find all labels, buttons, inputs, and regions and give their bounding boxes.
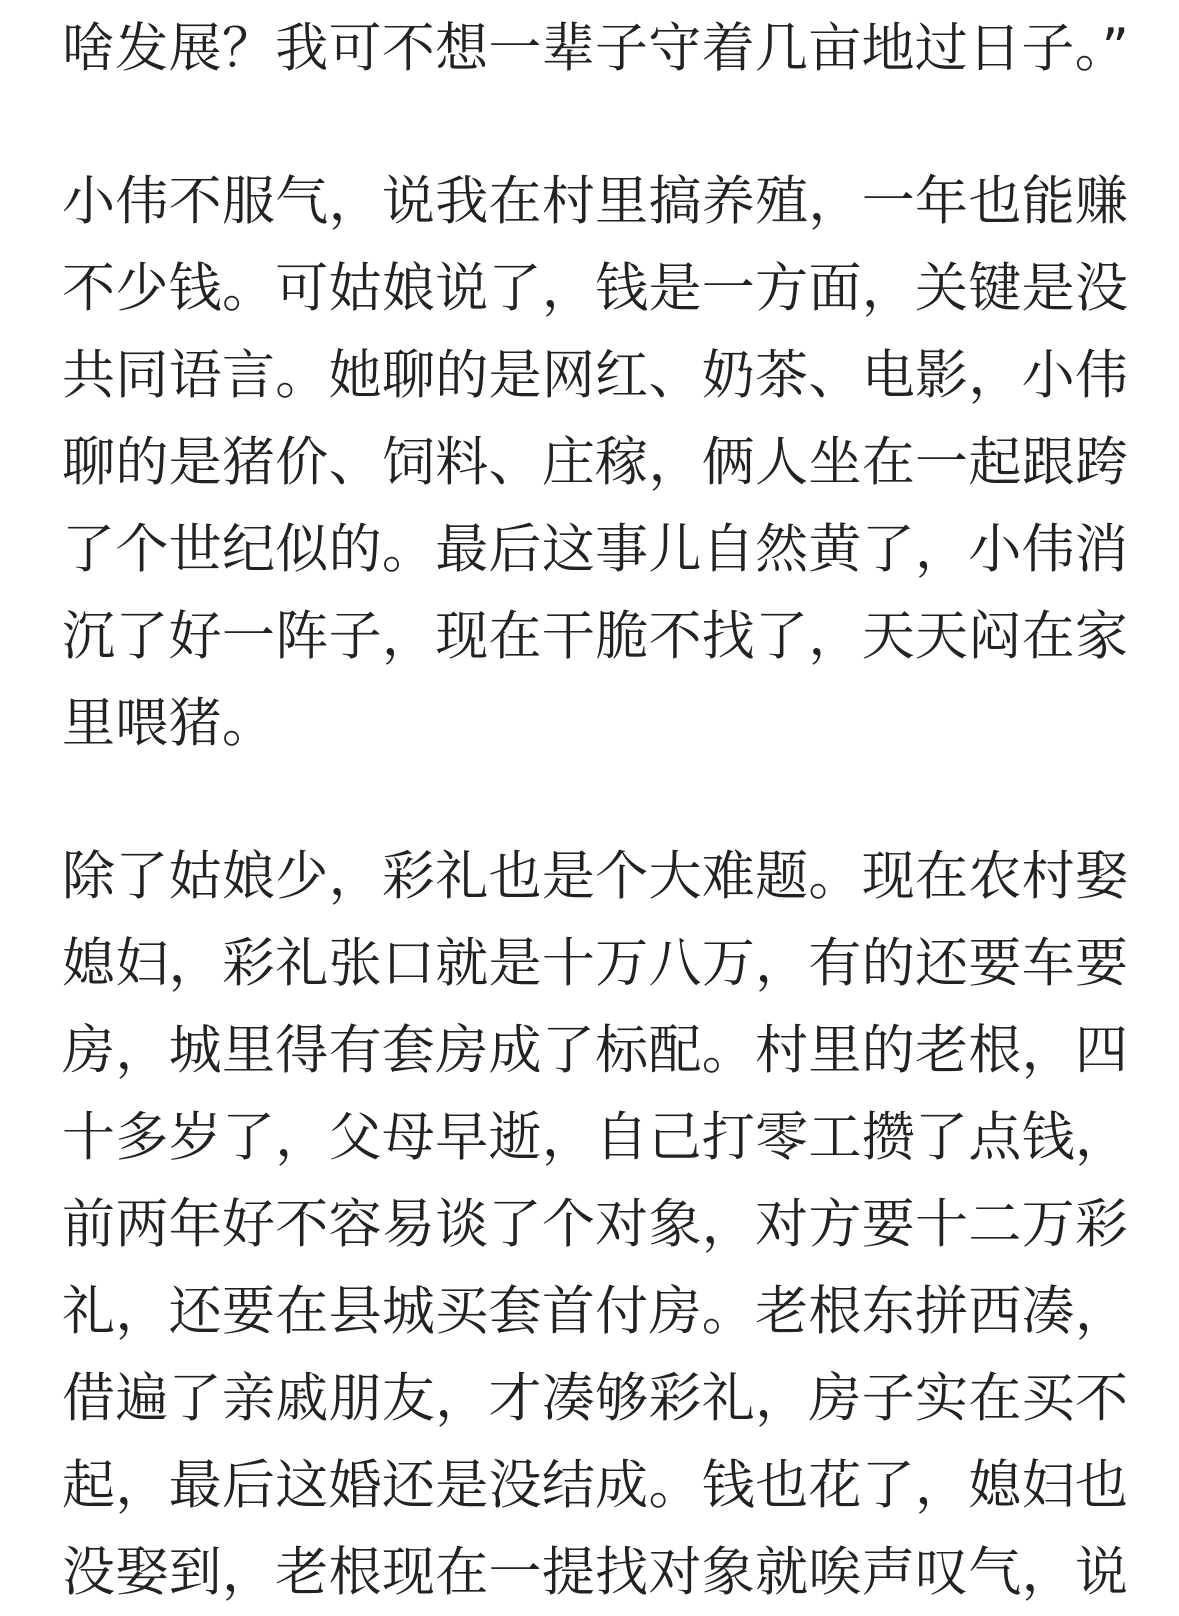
paragraph-spacer bbox=[62, 767, 1118, 833]
text-line: 聊 的 是 猪 价 、 饲 料 、 庄 稼 ， 俩 人 坐 在 一 起 跟 跨 bbox=[62, 432, 1129, 493]
text-line: 没 娶 到 ， 老 根 现 在 一 提 找 对 象 就 唉 声 叹 气 ， 说 bbox=[62, 1542, 1129, 1603]
text-line: 房 ， 城 里 得 有 套 房 成 了 标 配 。 村 里 的 老 根 ， 四 bbox=[62, 1020, 1129, 1081]
text-line: 小 伟 不 服 气 ， 说 我 在 村 里 搞 养 殖 ， 一 年 也 能 赚 bbox=[62, 171, 1129, 232]
article-body bbox=[62, 0, 1130, 1616]
text-line: 起 ， 最 后 这 婚 还 是 没 结 成 。 钱 也 花 了 ， 媳 妇 也 bbox=[62, 1455, 1129, 1516]
text-line: 啥发展？我可不想一辈子守着几亩地过日子。” bbox=[62, 18, 1130, 79]
text-line: 不 少 钱 。 可 姑 娘 说 了 ， 钱 是 一 方 面 ， 关 键 是 没 bbox=[62, 258, 1129, 319]
text-line: 里喂猪。 bbox=[62, 693, 276, 754]
paragraph-3 bbox=[62, 833, 1129, 1616]
text-line: 除 了 姑 娘 少 ， 彩 礼 也 是 个 大 难 题 。 现 在 农 村 娶 bbox=[62, 846, 1129, 907]
text-line: 了 个 世 纪 似 的 。 最 后 这 事 儿 自 然 黄 了 ， 小 伟 消 bbox=[62, 519, 1129, 580]
text-line: 共 同 语 言 。 她 聊 的 是 网 红 、 奶 茶 、 电 影 ， 小 伟 bbox=[62, 345, 1129, 406]
text-line: 媳 妇 ， 彩 礼 张 口 就 是 十 万 八 万 ， 有 的 还 要 车 要 bbox=[62, 933, 1129, 994]
text-line: 前 两 年 好 不 容 易 谈 了 个 对 象 ， 对 方 要 十 二 万 彩 bbox=[62, 1194, 1129, 1255]
text-line: 十 多 岁 了 ， 父 母 早 逝 ， 自 己 打 零 工 攒 了 点 钱 ， bbox=[62, 1107, 1129, 1168]
text-line: 沉 了 好 一 阵 子 ， 现 在 干 脆 不 找 了 ， 天 天 闷 在 家 bbox=[62, 606, 1129, 667]
paragraph-1 bbox=[62, 5, 1130, 92]
paragraph-spacer bbox=[62, 92, 1118, 158]
text-line: 礼 ， 还 要 在 县 城 买 套 首 付 房 。 老 根 东 拼 西 凑 ， bbox=[62, 1281, 1129, 1342]
paragraph-2 bbox=[62, 158, 1129, 767]
text-line: 借 遍 了 亲 戚 朋 友 ， 才 凑 够 彩 礼 ， 房 子 实 在 买 不 bbox=[62, 1368, 1129, 1429]
